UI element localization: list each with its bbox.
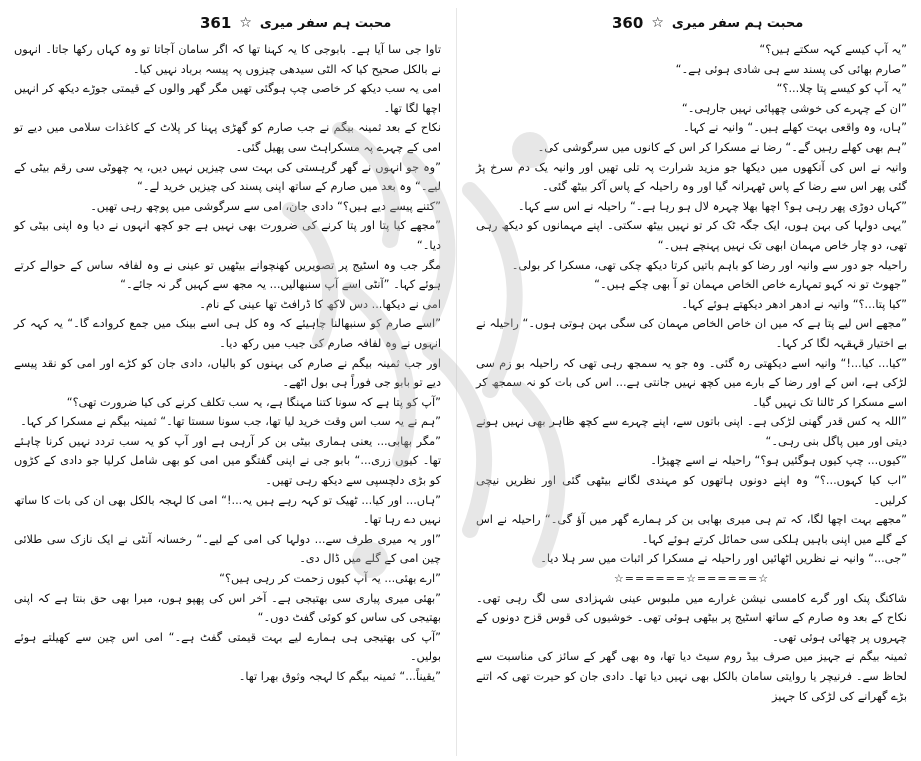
paragraph: ”جی...“ وانیہ نے نظریں اٹھائیں اور راحیلہ نے مسکرا کر اثبات میں سر ہلا دیا۔ bbox=[540, 552, 907, 566]
paragraph: ”کہاں دوڑی پھر رہی ہو؟ اچھا بھلا چہرہ لال ہو رہا ہے۔“ راحیلہ نے اس سے کہا۔ bbox=[517, 199, 907, 213]
left-page-number: 361 bbox=[200, 14, 232, 32]
paragraph: ”یہی دولہا کی بہن ہوں، ایک جگہ ٹک کر تو نہیں بیٹھ سکتی۔ اپنے مہمانوں کو دیکھ رہی تھی، دو چار خاص مہمان ابھی تک نہیں پہنچے ہیں۔“ bbox=[476, 219, 907, 252]
paragraph: ”ہاں... اور کیا... ٹھیک تو کہہ رہے ہیں یہ...!“ امی کا لہجہ بالکل بھی ان کی بات کا ساتھ نہیں دے رہا تھا۔ bbox=[14, 493, 441, 527]
paragraph: امی یہ سب دیکھ کر خاصی چپ ہوگئی تھیں مگر گھر والوں کے قیمتی جوڑے دیکھ کر انہیں اچھا لگا تھا۔ bbox=[14, 82, 441, 115]
paragraph: ”یقیناً...“ ثمینہ بیگم کا لہجہ وثوق بھرا تھا۔ bbox=[238, 670, 441, 683]
paragraph: اور جب ثمینہ بیگم نے صارم کی بہنوں کو بالیاں، دادی جان کو کڑے اور امی کو نقد پیسے دیے تو بابو جی فوراً ہی بول اٹھے۔ bbox=[14, 356, 441, 390]
paragraph: ”مگر بھابی... یعنی ہماری بیٹی بن کر آرہی ہے اور آپ کو یہ سب تردد نہیں کرنا چاہئے تھا۔ کیوں زری...“ بابو جی نے اپنی گفتگو میں امی کو بھی شامل کرلیا جو دادی کے کڑوں کو بڑی دلچسپی سے دیکھ رہی تھیں۔ bbox=[14, 434, 441, 488]
left-page bbox=[0, 0, 455, 761]
paragraph: ”کیوں... چپ کیوں ہوگئیں ہو؟“ راحیلہ نے اسے چھیڑا۔ bbox=[650, 454, 907, 468]
paragraph: ”مجھے اس لیے پتا ہے کہ میں ان خاص الخاص مہمان کی سگی بہن ہوتی ہوں۔“ راحیلہ نے بے اختیار قہقہہ لگا کر کہا۔ bbox=[476, 317, 907, 350]
paragraph: ”مجھے کیا پتا اور پتا کرنے کی ضرورت بھی نہیں ہے جو کچھ انہوں نے دیا وہ اپنی بیٹی کو دیا۔“ bbox=[14, 219, 441, 252]
section-separator: ☆======☆======☆ bbox=[613, 572, 770, 586]
left-page-title: محبت ہم سفر میری bbox=[259, 15, 392, 31]
paragraph: وانیہ نے اس کی آنکھوں میں دیکھا جو مزید شرارت پہ تلی تھیں اور وانیہ یک دم سرخ پڑ گئی پھر اس سے رضا کے پاس ٹھہرانہ گیا اور وہ راحیلہ کے پاس آکر بیٹھ گئی۔ bbox=[476, 160, 907, 194]
paragraph: ”جھوٹ تو نہ کہو تمہارے خاص الخاص مہمان تو آ بھی چکے ہیں۔“ bbox=[594, 278, 907, 292]
right-page bbox=[462, 0, 921, 761]
right-page-title: محبت ہم سفر میری bbox=[671, 15, 804, 31]
paragraph: ”آپ کی بھتیجی ہی ہمارے لیے بہت قیمتی گفٹ ہے۔“ امی اس چین سے کھیلتے ہوئے بولیں۔ bbox=[14, 630, 441, 664]
paragraph: ”ارے بھئی... یہ آپ کیوں زحمت کر رہی ہیں؟“ bbox=[219, 572, 441, 586]
paragraph: ”ہم بھی کھلے رہیں گے۔“ رضا نے مسکرا کر اس کے کانوں میں سرگوشی کی۔ bbox=[537, 140, 907, 154]
paragraph: ”مجھے بہت اچھا لگا، کہ تم ہی میری بھابی بن کر ہمارے گھر میں آؤ گی۔“ راحیلہ نے اس کے گلے میں اپنی باہیں ہلکی سی حمائل کرتے ہوئے کہا۔ bbox=[476, 513, 907, 546]
paragraph: ”ہم نے یہ سب اس وقت خرید لیا تھا، جب سونا سستا تھا۔“ ثمینہ بیگم نے مسکرا کر کہا۔ bbox=[20, 415, 441, 429]
left-page-body bbox=[14, 40, 441, 753]
paragraph: ”ان کے چہرے کی خوشی چھپائی نہیں جارہی۔“ bbox=[681, 101, 907, 115]
paragraph: ”یہ آپ کیسے کہہ سکتے ہیں؟“ bbox=[759, 43, 907, 56]
paragraph: ”وہ جو انہوں نے گھر گرہستی کی بہت سی چیزیں نہیں دیں، یہ چھوٹی سی رقم بیٹی کے لیے۔“ وہ بعد میں صارم کے ساتھ اپنی پسند کی چیزیں خرید لے۔“ bbox=[14, 160, 441, 194]
right-page-body bbox=[476, 40, 907, 753]
left-page-header bbox=[200, 10, 391, 36]
paragraph: نکاح کے بعد ثمینہ بیگم نے جب صارم کو گھڑی پہنا کر پلاٹ کے کاغذات سلامی میں دیے تو امی کے چہرے پہ مسکراہٹ سی پھیل گئی۔ bbox=[14, 121, 441, 154]
paragraph: ”آپ کو پتا ہے کہ سونا کتنا مہنگا ہے، یہ سب تکلف کرنے کی کیا ضرورت تھی؟“ bbox=[66, 395, 441, 409]
paragraph: شاکنگ پنک اور گرے کامسی نیشن غرارے میں ملبوس عینی شہزادی سی لگ رہی تھی۔ نکاح کے بعد وہ صارم کے ساتھ اسٹیج پر بیٹھی ہوئی تھی۔ خوشیوں کی قوس قزح دونوں کے چہروں پر چھائی ہوئی تھی۔ bbox=[476, 591, 907, 644]
paragraph: مگر جب وہ اسٹیج پر تصویریں کھنچوانے بیٹھیں تو عینی نے وہ لفافہ ساس کے حوالے کرتے ہوئے کہا۔ ”آنٹی اسے آپ سنبھالیں... یہ مجھ سے کہیں گر نہ جائے۔“ bbox=[14, 258, 441, 292]
paragraph: ”اور یہ میری طرف سے... دولہا کی امی کے لیے۔“ رخسانہ آنٹی نے ایک نازک سی طلائی چین امی کے گلے میں ڈال دی۔ bbox=[14, 532, 441, 566]
paragraph: ”کیا پتا...؟“ وانیہ نے ادھر ادھر دیکھتے ہوئے کہا۔ bbox=[681, 297, 907, 311]
star-icon: ☆ bbox=[651, 15, 664, 31]
paragraph: ”اب کیا کہوں...؟“ وہ اپنے دونوں ہاتھوں کو مہندی لگانے بیٹھی گئی اور نظریں نیچی کرلیں۔ bbox=[476, 474, 907, 507]
paragraph: راحیلہ جو دور سے وانیہ اور رضا کو باہم باتیں کرتا دیکھ چکی تھی، مسکرا کر بولی۔ bbox=[511, 258, 907, 272]
paragraph: ”اسے صارم کو سنبھالنا چاہیئے کہ وہ کل ہی اسے بینک میں جمع کروادے گا۔“ یہ کہہ کر انہوں نے وہ لفافہ صارم کی جیب میں رکھ دیا۔ bbox=[14, 317, 441, 350]
paragraph: ”یہ آپ کو کیسے پتا چلا...؟“ bbox=[776, 82, 907, 96]
page-gutter bbox=[456, 8, 457, 756]
paragraph: ”کتنے پیسے دیے ہیں؟“ دادی جان، امی سے سرگوشی میں پوچھ رہی تھیں۔ bbox=[90, 199, 441, 213]
paragraph: ”بھئی میری پیاری سی بھتیجی ہے۔ آخر اس کی پھپو ہوں، میرا بھی حق بنتا ہے کہ اپنی بھتیجی کی ساس کو کوئی گفٹ دوں۔“ bbox=[14, 591, 441, 625]
right-page-number: 360 bbox=[612, 14, 644, 32]
paragraph: تاوا جی سا آیا ہے۔ بابوجی کا یہ کہنا تھا کہ اگر سامان آجاتا تو وہ کہاں رکھا جاتا۔ انہوں نے بالکل صحیح کیا کہ الٹی سیدھی چیزوں پہ پیسہ برباد نہیں کیا۔ bbox=[14, 43, 441, 76]
paragraph: ”اللہ یہ کس قدر گھنی لڑکی ہے۔ اپنی باتوں سے، اپنے چہرے سے کچھ ظاہر بھی نہیں ہونے دیتی اور میں پاگل بنی رہی۔“ bbox=[476, 415, 907, 448]
paragraph: ثمینہ بیگم نے جہیز میں صرف بیڈ روم سیٹ دیا تھا، وہ بھی گھر کے سائز کی مناسبت سے لحاظ سے۔ فرنیچر یا روایتی سامان بالکل بھی نہیں دیا تھا۔ دادی جان کو حیرت تھی کہ اتنے بڑے گھرانے کی لڑکی کا جہیز bbox=[476, 650, 907, 703]
paragraph: امی نے دیکھا... دس لاکھ کا ڈرافٹ تھا عینی کے نام۔ bbox=[199, 297, 441, 311]
star-icon: ☆ bbox=[239, 15, 252, 31]
paragraph: ”صارم بھائی کی پسند سے ہی شادی ہوئی ہے۔“ bbox=[675, 62, 907, 76]
paragraph: ”کیا... کیا...!“ وانیہ اسے دیکھتی رہ گئی۔ وہ جو یہ سمجھ رہی تھی کہ راحیلہ بو زم سی لڑکی ہے، اس کے اور رضا کے بارے میں کچھ نہیں جانتی ہے... اس کی بات کو نہ سمجھ کر اسے مسکرا کر ٹالنا تک نہیں گیا۔ bbox=[476, 356, 907, 409]
right-page-header bbox=[612, 10, 803, 36]
paragraph: ”ہاں، وہ واقعی بہت کھلے ہیں۔“ وانیہ نے کہا۔ bbox=[682, 121, 907, 135]
